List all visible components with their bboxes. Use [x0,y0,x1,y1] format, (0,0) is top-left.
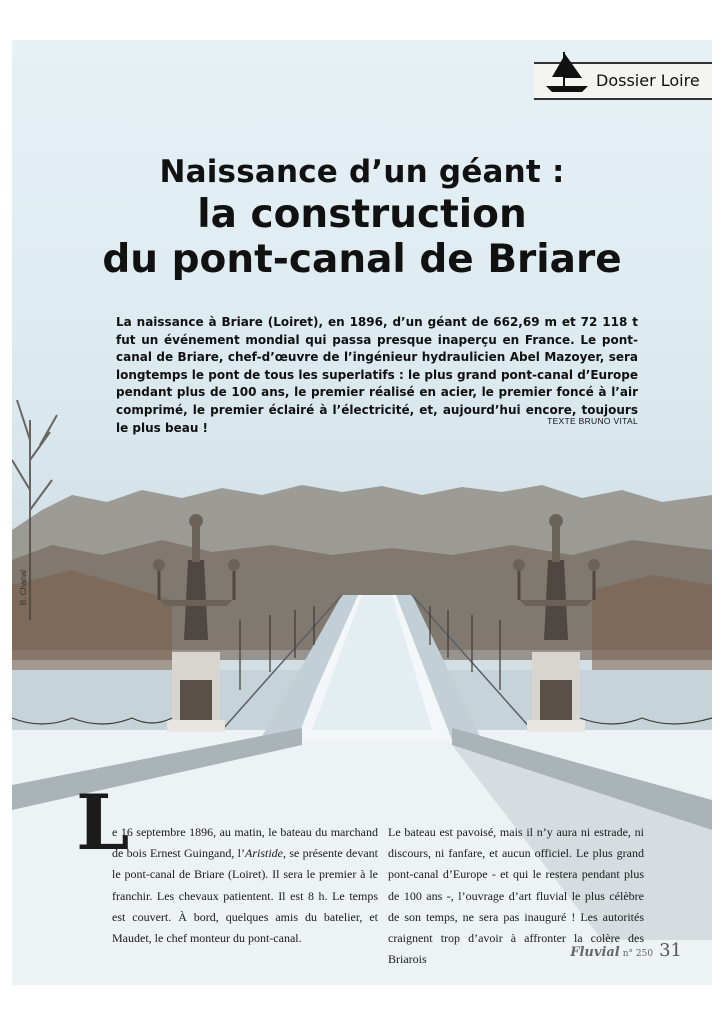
issue-number: n° 250 [622,949,654,959]
magazine-page [12,40,712,985]
sailboat-icon [544,44,590,94]
article-title [12,152,712,282]
boat-name: Aristide [245,846,283,861]
title-line-3: du pont-canal de Briare [102,237,622,282]
title-line-2: la construction [197,192,527,237]
lead-paragraph: La naissance à Briare (Loiret), en 1896, d’un géant de 662,69 m et 72 118 t fut un événement mondial qui passa presque inaperçu en France. Le pont-canal de Briare, chef-d’œuvre de l’ingénieur hydraulicien Abel Mazoyer, sera longtemps le pont de tous les superlatifs : le plus grand pont-canal d’Europe pendant plus de 100 ans, le premier réalisé en acier, le premier foncé à l’air comprimé, le premier éclairé à l’électricité, et, aujourd’hui encore, toujours le plus beau ! [116,315,638,435]
body-text: , se présente devant le pont-canal de Briare (Loiret). Il sera le premier à le franchir. Les chevaux patientent. Il est 8 h. Le temps est couvert. À bord, quelques amis du batelier, et Maudet, le chef monteur du pont-canal. [112,846,378,946]
magazine-name: Fluvial [570,945,620,960]
page-number: 31 [659,940,682,961]
body-text: e 16 septembre 1896, au matin, le bateau du marchand de bois Ernest Guingand, l’ [112,825,378,861]
photo-credit: B. Chanal [19,569,29,606]
page-footer [570,940,682,961]
byline: TEXTE BRUNO VITAL [547,416,638,426]
section-tag [534,62,712,100]
section-label: Dossier Loire [596,71,700,90]
title-line-1: Naissance d’un géant : [159,154,565,190]
body-column-2: Le bateau est pavoisé, mais il n’y aura ni estrade, ni discours, ni fanfare, et aucun officiel. Le plus grand pont-canal d’Europe - et qui le restera pendant plus de 100 ans -, l’ouvrage d’art fluvial le plus célèbre de son temps, ne sera pas inauguré ! Les autorités craignent trop d’avoir à affronter la colère des Briarois [388,825,644,967]
drop-cap: L [76,778,130,867]
body-column-1 [112,822,378,949]
